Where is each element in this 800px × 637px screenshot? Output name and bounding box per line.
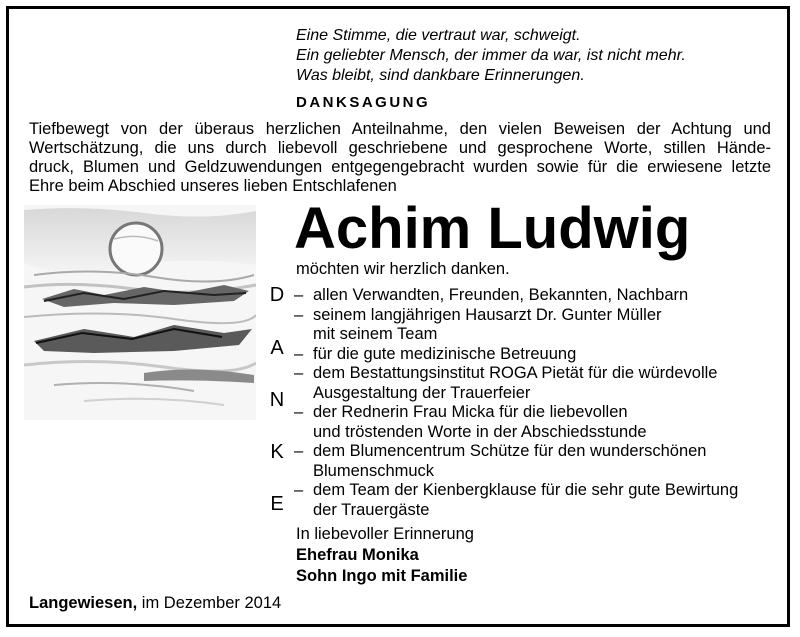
deceased-name: Achim Ludwig — [294, 196, 691, 261]
intro-paragraph — [29, 120, 771, 196]
list-item — [294, 442, 784, 481]
thanks-list — [294, 286, 784, 520]
danke-letter: N — [269, 389, 285, 411]
list-item-text: dem Bestattungsinstitut ROGA Pietät für die würdevolle — [313, 364, 718, 382]
dash: – — [294, 305, 304, 324]
poem-line: Eine Stimme, die vertraut war, schweigt. — [296, 27, 581, 44]
signer-name: Sohn Ingo mit Familie — [296, 567, 468, 585]
list-item-text: Ausgestaltung der Trauerfeier — [313, 383, 531, 402]
danke-letter: A — [270, 337, 284, 359]
dash: – — [294, 481, 304, 499]
intro-line: Wertschätzung, die uns durch liebevoll geschriebene und gesprochene Worte, stillen Hände- — [29, 139, 771, 157]
list-item-text: Blumenschmuck — [313, 461, 435, 480]
list-item — [294, 364, 784, 403]
poem-line: Was bleibt, sind dankbare Erinnerungen. — [296, 67, 585, 84]
thanks-line: möchten wir herzlich danken. — [296, 260, 510, 278]
dash: – — [294, 344, 304, 363]
danksagung-heading: DANKSAGUNG — [296, 94, 431, 111]
danke-letter: D — [269, 284, 285, 306]
list-item — [294, 306, 784, 345]
list-item-text: und tröstenden Worte in der Abschiedsstunde — [313, 422, 647, 441]
closing-block — [296, 524, 474, 587]
list-item-text: allen Verwandten, Freunden, Bekannten, Nachbarn — [313, 286, 689, 304]
danke-letter: K — [270, 441, 284, 463]
list-item — [294, 286, 784, 306]
place-date — [29, 594, 281, 613]
dash: – — [294, 364, 304, 382]
list-item-text: dem Blumencentrum Schütze für den wunderschönen — [313, 442, 707, 460]
poem — [296, 26, 756, 86]
list-item-text: dem Team der Kienbergklause für die sehr gute Bewirtung — [313, 481, 739, 499]
list-item-text: seinem langjährigen Hausarzt Dr. Gunter Müller — [313, 305, 662, 324]
intro-line: Tiefbewegt von der überaus herzlichen Anteilnahme, den vielen Beweisen der Achtung und — [29, 120, 771, 138]
list-item-text: der Trauergäste — [313, 500, 430, 519]
list-item-text: für die gute medizinische Betreuung — [313, 344, 577, 363]
list-item — [294, 481, 784, 520]
intro-line: druck, Blumen und Geldzuwendungen entgegengebracht wurden sowie für die erwiesene letzte — [29, 158, 771, 176]
list-item — [294, 403, 784, 442]
poem-line: Ein geliebter Mensch, der immer da war, ist nicht mehr. — [296, 47, 686, 64]
memory-line: In liebevoller Erinnerung — [296, 525, 474, 543]
list-item — [294, 345, 784, 365]
intro-line: Ehre beim Abschied unseres lieben Entschlafenen — [29, 177, 397, 195]
place-town: Langewiesen, — [29, 594, 138, 612]
dash: – — [294, 403, 304, 421]
place-date-text: im Dezember 2014 — [141, 594, 282, 612]
dash: – — [294, 286, 304, 304]
list-item-text: der Rednerin Frau Micka für die liebevollen — [313, 403, 628, 421]
sun-over-hills-drawing — [24, 205, 256, 420]
list-item-text: mit seinem Team — [313, 325, 438, 343]
signer-name: Ehefrau Monika — [296, 546, 419, 564]
danke-letter: E — [270, 493, 284, 515]
dash: – — [294, 442, 304, 460]
